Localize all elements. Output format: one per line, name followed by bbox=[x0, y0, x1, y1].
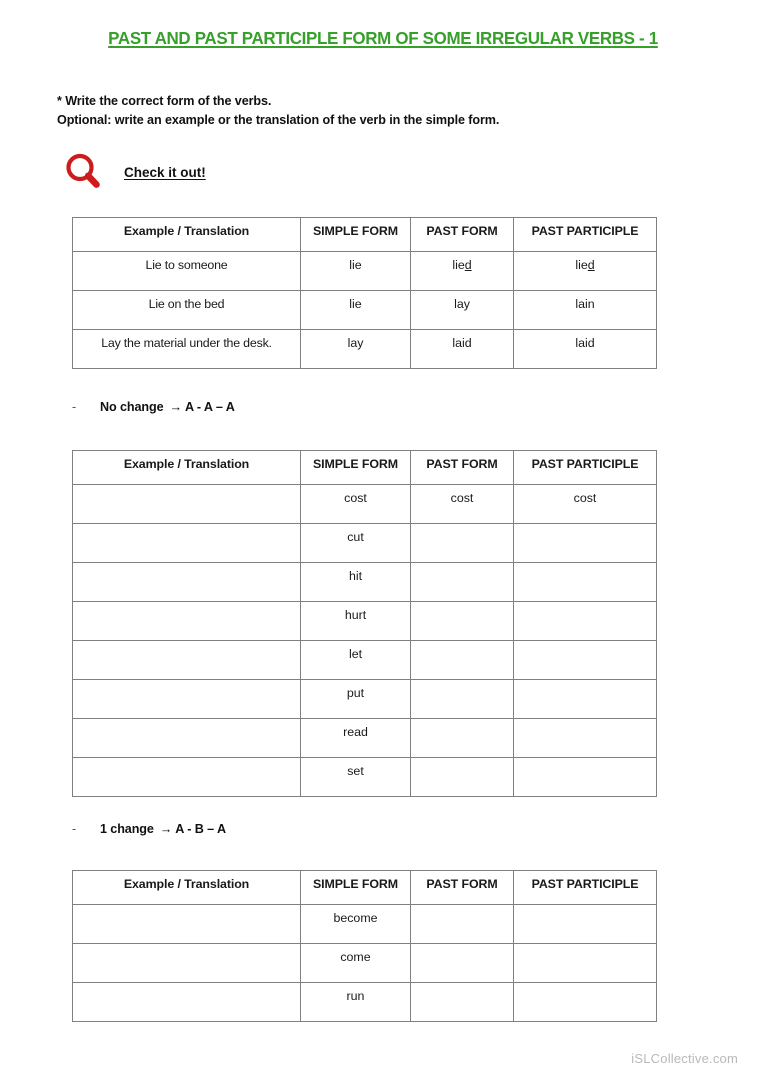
cell-past-participle[interactable] bbox=[514, 680, 657, 719]
cell-past-participle[interactable] bbox=[514, 524, 657, 563]
cell-past-participle[interactable] bbox=[514, 602, 657, 641]
cell-past-participle[interactable] bbox=[514, 719, 657, 758]
cell-simple-form[interactable]: hurt bbox=[301, 602, 411, 641]
table-row bbox=[73, 252, 657, 291]
cell-past-form[interactable] bbox=[411, 719, 514, 758]
column-header-participle: PAST PARTICIPLE bbox=[514, 218, 657, 252]
table-header-row bbox=[73, 218, 657, 252]
cell-past-participle[interactable] bbox=[514, 758, 657, 797]
cell-simple-form[interactable]: set bbox=[301, 758, 411, 797]
table-row bbox=[73, 330, 657, 369]
table-row bbox=[73, 983, 657, 1022]
table-body bbox=[73, 252, 657, 369]
cell-past-form[interactable] bbox=[411, 641, 514, 680]
column-header-past: PAST FORM bbox=[411, 871, 514, 905]
instruction-line-2: Optional: write an example or the translation of the verb in the simple form. bbox=[57, 113, 500, 128]
cell-simple-form[interactable]: lay bbox=[301, 330, 411, 369]
column-header-past: PAST FORM bbox=[411, 218, 514, 252]
cell-simple-form[interactable]: cut bbox=[301, 524, 411, 563]
cell-past-participle[interactable] bbox=[514, 944, 657, 983]
cell-example[interactable] bbox=[73, 983, 301, 1022]
cell-example[interactable] bbox=[73, 944, 301, 983]
table-row bbox=[73, 944, 657, 983]
cell-past-form[interactable]: laid bbox=[411, 330, 514, 369]
cell-past-participle[interactable] bbox=[514, 563, 657, 602]
column-header-simple: SIMPLE FORM bbox=[301, 451, 411, 485]
table-body bbox=[73, 905, 657, 1022]
cell-past-participle[interactable] bbox=[514, 641, 657, 680]
table-row bbox=[73, 719, 657, 758]
column-header-example: Example / Translation bbox=[73, 451, 301, 485]
verbs-table-no-change bbox=[72, 450, 657, 797]
cell-past-participle[interactable] bbox=[514, 983, 657, 1022]
cell-simple-form[interactable]: let bbox=[301, 641, 411, 680]
column-header-participle: PAST PARTICIPLE bbox=[514, 871, 657, 905]
cell-past-participle[interactable] bbox=[514, 905, 657, 944]
column-header-past: PAST FORM bbox=[411, 451, 514, 485]
verbs-table-one-change bbox=[72, 870, 657, 1022]
column-header-simple: SIMPLE FORM bbox=[301, 218, 411, 252]
instruction-line-1: * Write the correct form of the verbs. bbox=[57, 94, 272, 108]
rule-arrow-icon: → bbox=[169, 400, 182, 414]
magnifier-icon bbox=[62, 151, 106, 193]
cell-example[interactable] bbox=[73, 485, 301, 524]
cell-past-participle[interactable]: laid bbox=[514, 330, 657, 369]
cell-simple-form[interactable]: come bbox=[301, 944, 411, 983]
cell-example[interactable] bbox=[73, 641, 301, 680]
column-header-example: Example / Translation bbox=[73, 871, 301, 905]
page-title: PAST AND PAST PARTICIPLE FORM OF SOME IRREGULAR VERBS - 1 bbox=[108, 28, 658, 48]
cell-past-form[interactable]: lied bbox=[411, 252, 514, 291]
rule-label: 1 change bbox=[100, 822, 154, 836]
cell-simple-form[interactable]: put bbox=[301, 680, 411, 719]
cell-simple-form[interactable]: lie bbox=[301, 291, 411, 330]
table-row bbox=[73, 291, 657, 330]
cell-past-form[interactable]: cost bbox=[411, 485, 514, 524]
table-header-row bbox=[73, 451, 657, 485]
cell-simple-form[interactable]: become bbox=[301, 905, 411, 944]
verbs-table-example bbox=[72, 217, 657, 369]
rule-bullet: - bbox=[72, 822, 77, 836]
rule-pattern: A - B – A bbox=[175, 822, 226, 836]
cell-past-form[interactable]: lay bbox=[411, 291, 514, 330]
rule-no-change bbox=[72, 400, 235, 414]
cell-example[interactable] bbox=[73, 719, 301, 758]
site-watermark: iSLCollective.com bbox=[631, 1051, 738, 1066]
cell-simple-form[interactable]: run bbox=[301, 983, 411, 1022]
cell-simple-form[interactable]: lie bbox=[301, 252, 411, 291]
cell-past-participle[interactable]: lied bbox=[514, 252, 657, 291]
cell-past-form[interactable] bbox=[411, 524, 514, 563]
cell-past-form[interactable] bbox=[411, 563, 514, 602]
table-row bbox=[73, 680, 657, 719]
rule-bullet: - bbox=[72, 400, 77, 414]
cell-example[interactable] bbox=[73, 563, 301, 602]
cell-example[interactable]: Lie to someone bbox=[73, 252, 301, 291]
cell-simple-form[interactable]: read bbox=[301, 719, 411, 758]
cell-example[interactable] bbox=[73, 758, 301, 797]
rule-one-change bbox=[72, 822, 226, 836]
column-header-example: Example / Translation bbox=[73, 218, 301, 252]
cell-example[interactable]: Lie on the bed bbox=[73, 291, 301, 330]
table-row bbox=[73, 485, 657, 524]
cell-example[interactable] bbox=[73, 602, 301, 641]
rule-label: No change bbox=[100, 400, 164, 414]
cell-past-form[interactable] bbox=[411, 680, 514, 719]
table-row bbox=[73, 905, 657, 944]
table-body bbox=[73, 485, 657, 797]
cell-past-participle[interactable]: cost bbox=[514, 485, 657, 524]
cell-example[interactable] bbox=[73, 524, 301, 563]
cell-simple-form[interactable]: cost bbox=[301, 485, 411, 524]
cell-past-form[interactable] bbox=[411, 944, 514, 983]
table-row bbox=[73, 641, 657, 680]
column-header-simple: SIMPLE FORM bbox=[301, 871, 411, 905]
check-it-out-label: Check it out! bbox=[124, 164, 206, 180]
instructions-block bbox=[57, 92, 499, 130]
cell-past-form[interactable] bbox=[411, 983, 514, 1022]
table-row bbox=[73, 602, 657, 641]
cell-simple-form[interactable]: hit bbox=[301, 563, 411, 602]
table-header-row bbox=[73, 871, 657, 905]
table-row bbox=[73, 524, 657, 563]
rule-pattern: A - A – A bbox=[184, 400, 235, 414]
cell-past-form[interactable] bbox=[411, 758, 514, 797]
cell-past-form[interactable] bbox=[411, 602, 514, 641]
column-header-participle: PAST PARTICIPLE bbox=[514, 451, 657, 485]
cell-example[interactable] bbox=[73, 905, 301, 944]
check-it-out-row bbox=[62, 150, 206, 194]
cell-past-participle[interactable]: lain bbox=[514, 291, 657, 330]
cell-example[interactable]: Lay the material under the desk. bbox=[73, 330, 301, 369]
table-row bbox=[73, 563, 657, 602]
table-row bbox=[73, 758, 657, 797]
cell-example[interactable] bbox=[73, 680, 301, 719]
rule-arrow-icon: → bbox=[159, 822, 173, 836]
cell-past-form[interactable] bbox=[411, 905, 514, 944]
